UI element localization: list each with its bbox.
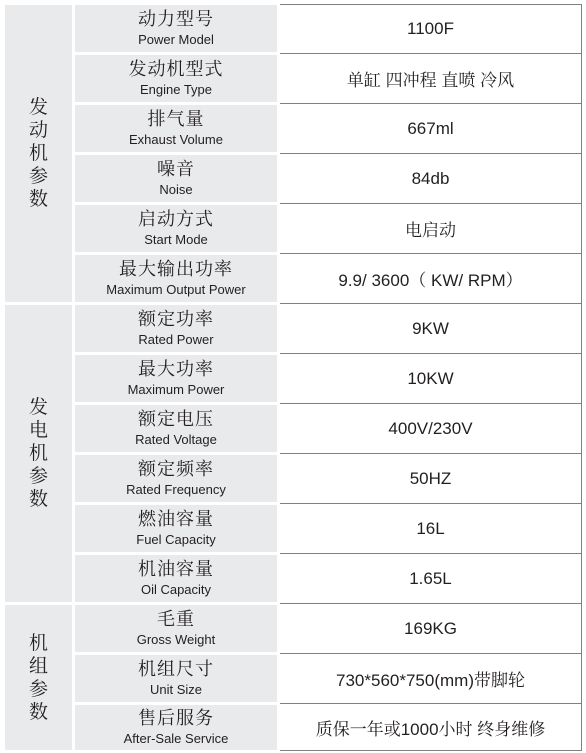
row-name-zh: 售后服务: [138, 708, 214, 728]
row-value-text: 电启动: [405, 221, 456, 240]
row-name-zh: 排气量: [147, 109, 205, 129]
section-unit: [5, 605, 72, 750]
section-label: 发电机参数: [28, 397, 48, 510]
row-divider: [280, 353, 581, 354]
row-name: [75, 305, 277, 352]
row-divider: [280, 703, 581, 704]
section-generator: [5, 305, 72, 602]
row-value: [280, 455, 581, 502]
row-name-en: Power Model: [138, 32, 214, 47]
row-divider: [280, 153, 581, 154]
row-name-en: Engine Type: [139, 82, 213, 97]
row-divider: [280, 53, 581, 54]
row-value-text: 16L: [416, 518, 445, 538]
row-name-zh: 最大功率: [138, 359, 214, 379]
row-name: [75, 55, 277, 102]
row-name-zh: 额定频率: [138, 459, 214, 479]
row-divider: [280, 453, 581, 454]
row-value: [280, 5, 581, 52]
row-value-text: 9KW: [412, 318, 449, 338]
section-engine: [5, 5, 72, 302]
section-label: 发动机参数: [28, 97, 48, 210]
row-name-zh: 动力型号: [138, 9, 214, 29]
row-name-en: Maximum Power: [127, 382, 225, 397]
row-name: [75, 655, 277, 702]
row-name-en: Rated Frequency: [126, 482, 226, 497]
row-value: [280, 105, 581, 152]
row-name-zh: 启动方式: [138, 209, 214, 229]
row-name: [75, 605, 277, 652]
frame-right: [581, 4, 582, 751]
row-value: [280, 305, 581, 352]
row-name-zh: 发动机型式: [128, 59, 224, 79]
row-value: [280, 505, 581, 552]
row-value-text: 9.9/ 3600（ KW/ RPM）: [338, 271, 523, 290]
row-name: [75, 255, 277, 302]
row-name: [75, 505, 277, 552]
row-name: [75, 555, 277, 602]
row-name: [75, 705, 277, 750]
row-divider: [280, 303, 581, 304]
row-name-en: Unit Size: [149, 682, 203, 697]
row-value: [280, 705, 581, 750]
row-name: [75, 355, 277, 402]
section-label: 机组参数: [28, 632, 48, 723]
row-value-text: 169KG: [404, 618, 457, 638]
row-name-zh: 额定功率: [138, 309, 214, 329]
row-name: [75, 5, 277, 52]
row-divider: [280, 553, 581, 554]
row-name-zh: 额定电压: [138, 409, 214, 429]
row-divider: [280, 603, 581, 604]
row-value-text: 质保一年或1000小时 终身维修: [315, 720, 546, 739]
row-name-en: Noise: [159, 182, 193, 197]
row-name-en: Start Mode: [144, 232, 208, 247]
row-name-en: Gross Weight: [136, 632, 216, 647]
row-value: [280, 255, 581, 302]
row-value-text: 400V/230V: [388, 418, 473, 438]
row-divider: [280, 653, 581, 654]
row-value-text: 1100F: [407, 18, 454, 38]
row-value-text: 1.65L: [409, 568, 452, 588]
row-divider: [280, 503, 581, 504]
row-value-text: 730*560*750(mm)带脚轮: [336, 671, 525, 690]
row-value-text: 667ml: [407, 118, 454, 138]
row-divider: [280, 103, 581, 104]
row-divider: [280, 253, 581, 254]
row-name-zh: 最大输出功率: [119, 259, 233, 279]
row-value: [280, 55, 581, 102]
row-value-text: 50HZ: [409, 468, 452, 488]
row-name: [75, 105, 277, 152]
row-name-zh: 燃油容量: [138, 509, 214, 529]
row-name-en: Rated Power: [138, 332, 214, 347]
row-value-text: 84db: [411, 168, 450, 188]
row-name-en: After-Sale Service: [123, 731, 229, 746]
row-value: [280, 205, 581, 252]
row-value-text: 单缸 四冲程 直喷 冷风: [346, 71, 515, 90]
row-value: [280, 605, 581, 652]
row-name-en: Fuel Capacity: [136, 532, 216, 547]
row-name-zh: 噪音: [157, 159, 195, 179]
row-name: [75, 455, 277, 502]
row-divider: [280, 203, 581, 204]
row-name-zh: 机油容量: [138, 559, 214, 579]
row-divider: [280, 403, 581, 404]
row-value: [280, 555, 581, 602]
row-name-zh: 毛重: [157, 609, 195, 629]
frame-bottom: [280, 750, 582, 751]
row-value-text: 10KW: [407, 368, 454, 388]
row-name-zh: 机组尺寸: [138, 659, 214, 679]
row-name: [75, 405, 277, 452]
row-name: [75, 155, 277, 202]
row-name: [75, 205, 277, 252]
row-name-en: Oil Capacity: [140, 582, 212, 597]
frame-top: [280, 4, 582, 5]
row-name-en: Exhaust Volume: [129, 132, 223, 147]
row-name-en: Rated Voltage: [135, 432, 217, 447]
row-value: [280, 155, 581, 202]
row-name-en: Maximum Output Power: [106, 282, 246, 297]
row-value: [280, 655, 581, 702]
row-value: [280, 405, 581, 452]
row-value: [280, 355, 581, 402]
